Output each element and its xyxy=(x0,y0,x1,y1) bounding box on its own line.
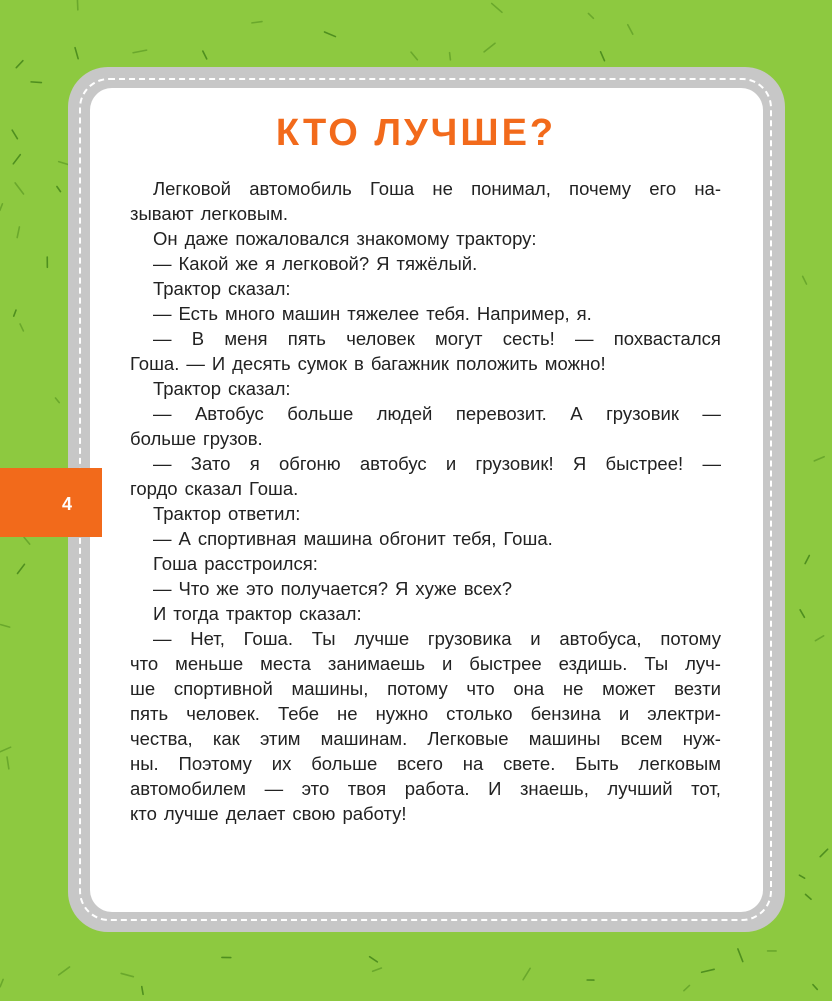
grass-stroke xyxy=(20,324,23,331)
grass-stroke xyxy=(803,276,807,284)
grass-stroke xyxy=(492,3,502,12)
grass-stroke xyxy=(121,973,133,976)
grass-stroke xyxy=(820,849,827,856)
text-line: больше грузов. xyxy=(130,428,263,449)
text-line: кто лучше делает свою работу! xyxy=(130,803,407,824)
grass-stroke xyxy=(0,204,2,210)
text-line: — Автобус больше людей перевозит. А грузовик — xyxy=(153,403,721,424)
grass-stroke xyxy=(14,310,16,316)
grass-stroke xyxy=(523,968,530,979)
grass-stroke xyxy=(738,949,743,962)
grass-stroke xyxy=(15,183,23,194)
page-number: 4 xyxy=(62,494,73,514)
grass-stroke xyxy=(813,985,817,990)
text-line: гордо сказал Гоша. xyxy=(130,478,299,499)
story-text xyxy=(130,176,721,826)
grass-stroke xyxy=(24,537,30,544)
grass-stroke xyxy=(411,52,417,60)
grass-stroke xyxy=(0,979,3,986)
grass-stroke xyxy=(16,61,23,68)
grass-stroke xyxy=(702,969,715,972)
grass-stroke xyxy=(1,625,10,627)
text-line: что меньше места занимаешь и быстрее ездишь. Ты луч- xyxy=(130,653,721,674)
grass-stroke xyxy=(17,227,19,238)
text-line: пять человек. Тебе не нужно столько бензина и электри- xyxy=(130,703,721,724)
grass-stroke xyxy=(31,82,41,83)
grass-stroke xyxy=(75,48,78,59)
grass-stroke xyxy=(203,51,207,59)
grass-stroke xyxy=(815,636,823,641)
grass-stroke xyxy=(57,187,61,192)
text-line: Трактор ответил: xyxy=(153,503,301,524)
text-line: ше спортивной машины, потому что она не может везти xyxy=(130,678,721,699)
grass-stroke xyxy=(0,747,10,752)
grass-stroke xyxy=(805,555,809,563)
grass-stroke xyxy=(17,564,24,573)
text-line: — Что же это получается? Я хуже всех? xyxy=(153,578,513,599)
grass-stroke xyxy=(373,968,382,971)
grass-stroke xyxy=(325,32,336,37)
grass-stroke xyxy=(133,50,147,53)
grass-stroke xyxy=(370,957,378,962)
grass-stroke xyxy=(805,894,811,899)
grass-stroke xyxy=(684,985,690,990)
grass-stroke xyxy=(588,13,593,18)
text-line: чества, как этим машинам. Легковые машины всем нуж- xyxy=(130,728,721,749)
grass-stroke xyxy=(800,610,804,618)
text-line: Трактор сказал: xyxy=(153,378,291,399)
text-line: ны. Поэтому их больше всего на свете. Быть легковым xyxy=(130,753,721,774)
grass-stroke xyxy=(814,457,824,461)
grass-stroke xyxy=(55,398,59,403)
text-line: Гоша. — И десять сумок в багажник положить можно! xyxy=(130,353,606,374)
grass-stroke xyxy=(7,757,9,769)
text-line: Легковой автомобиль Гоша не понимал, почему его на- xyxy=(153,178,721,199)
text-line: зывают легковым. xyxy=(130,203,289,224)
text-line: — Нет, Гоша. Ты лучше грузовика и автобуса, потому xyxy=(153,628,721,649)
text-line: Трактор сказал: xyxy=(153,278,291,299)
page-title: КТО ЛУЧШЕ? xyxy=(275,112,557,154)
grass-stroke xyxy=(59,967,70,975)
text-line: — А спортивная машина обгонит тебя, Гоша. xyxy=(153,528,553,549)
grass-stroke xyxy=(484,43,495,52)
grass-stroke xyxy=(628,25,633,34)
text-line: — В меня пять человек могут сесть! — похвастался xyxy=(153,328,721,349)
grass-stroke xyxy=(601,52,605,61)
text-line: — Есть много машин тяжелее тебя. Например, я. xyxy=(153,303,592,324)
grass-stroke xyxy=(799,875,804,878)
text-line: И тогда трактор сказал: xyxy=(153,603,362,624)
grass-stroke xyxy=(450,53,451,60)
grass-stroke xyxy=(142,987,143,995)
text-line: — Какой же я легковой? Я тяжёлый. xyxy=(153,253,478,274)
grass-stroke xyxy=(13,155,20,164)
text-line: автомобилем — это твоя работа. И знаешь, лучший тот, xyxy=(130,778,721,799)
text-line: Он даже пожаловался знакомому трактору: xyxy=(153,228,537,249)
text-line: — Зато я обгоню автобус и грузовик! Я быстрее! — xyxy=(153,453,721,474)
grass-stroke xyxy=(252,22,262,23)
text-line: Гоша расстроился: xyxy=(153,553,318,574)
page-number-tab xyxy=(0,468,102,537)
